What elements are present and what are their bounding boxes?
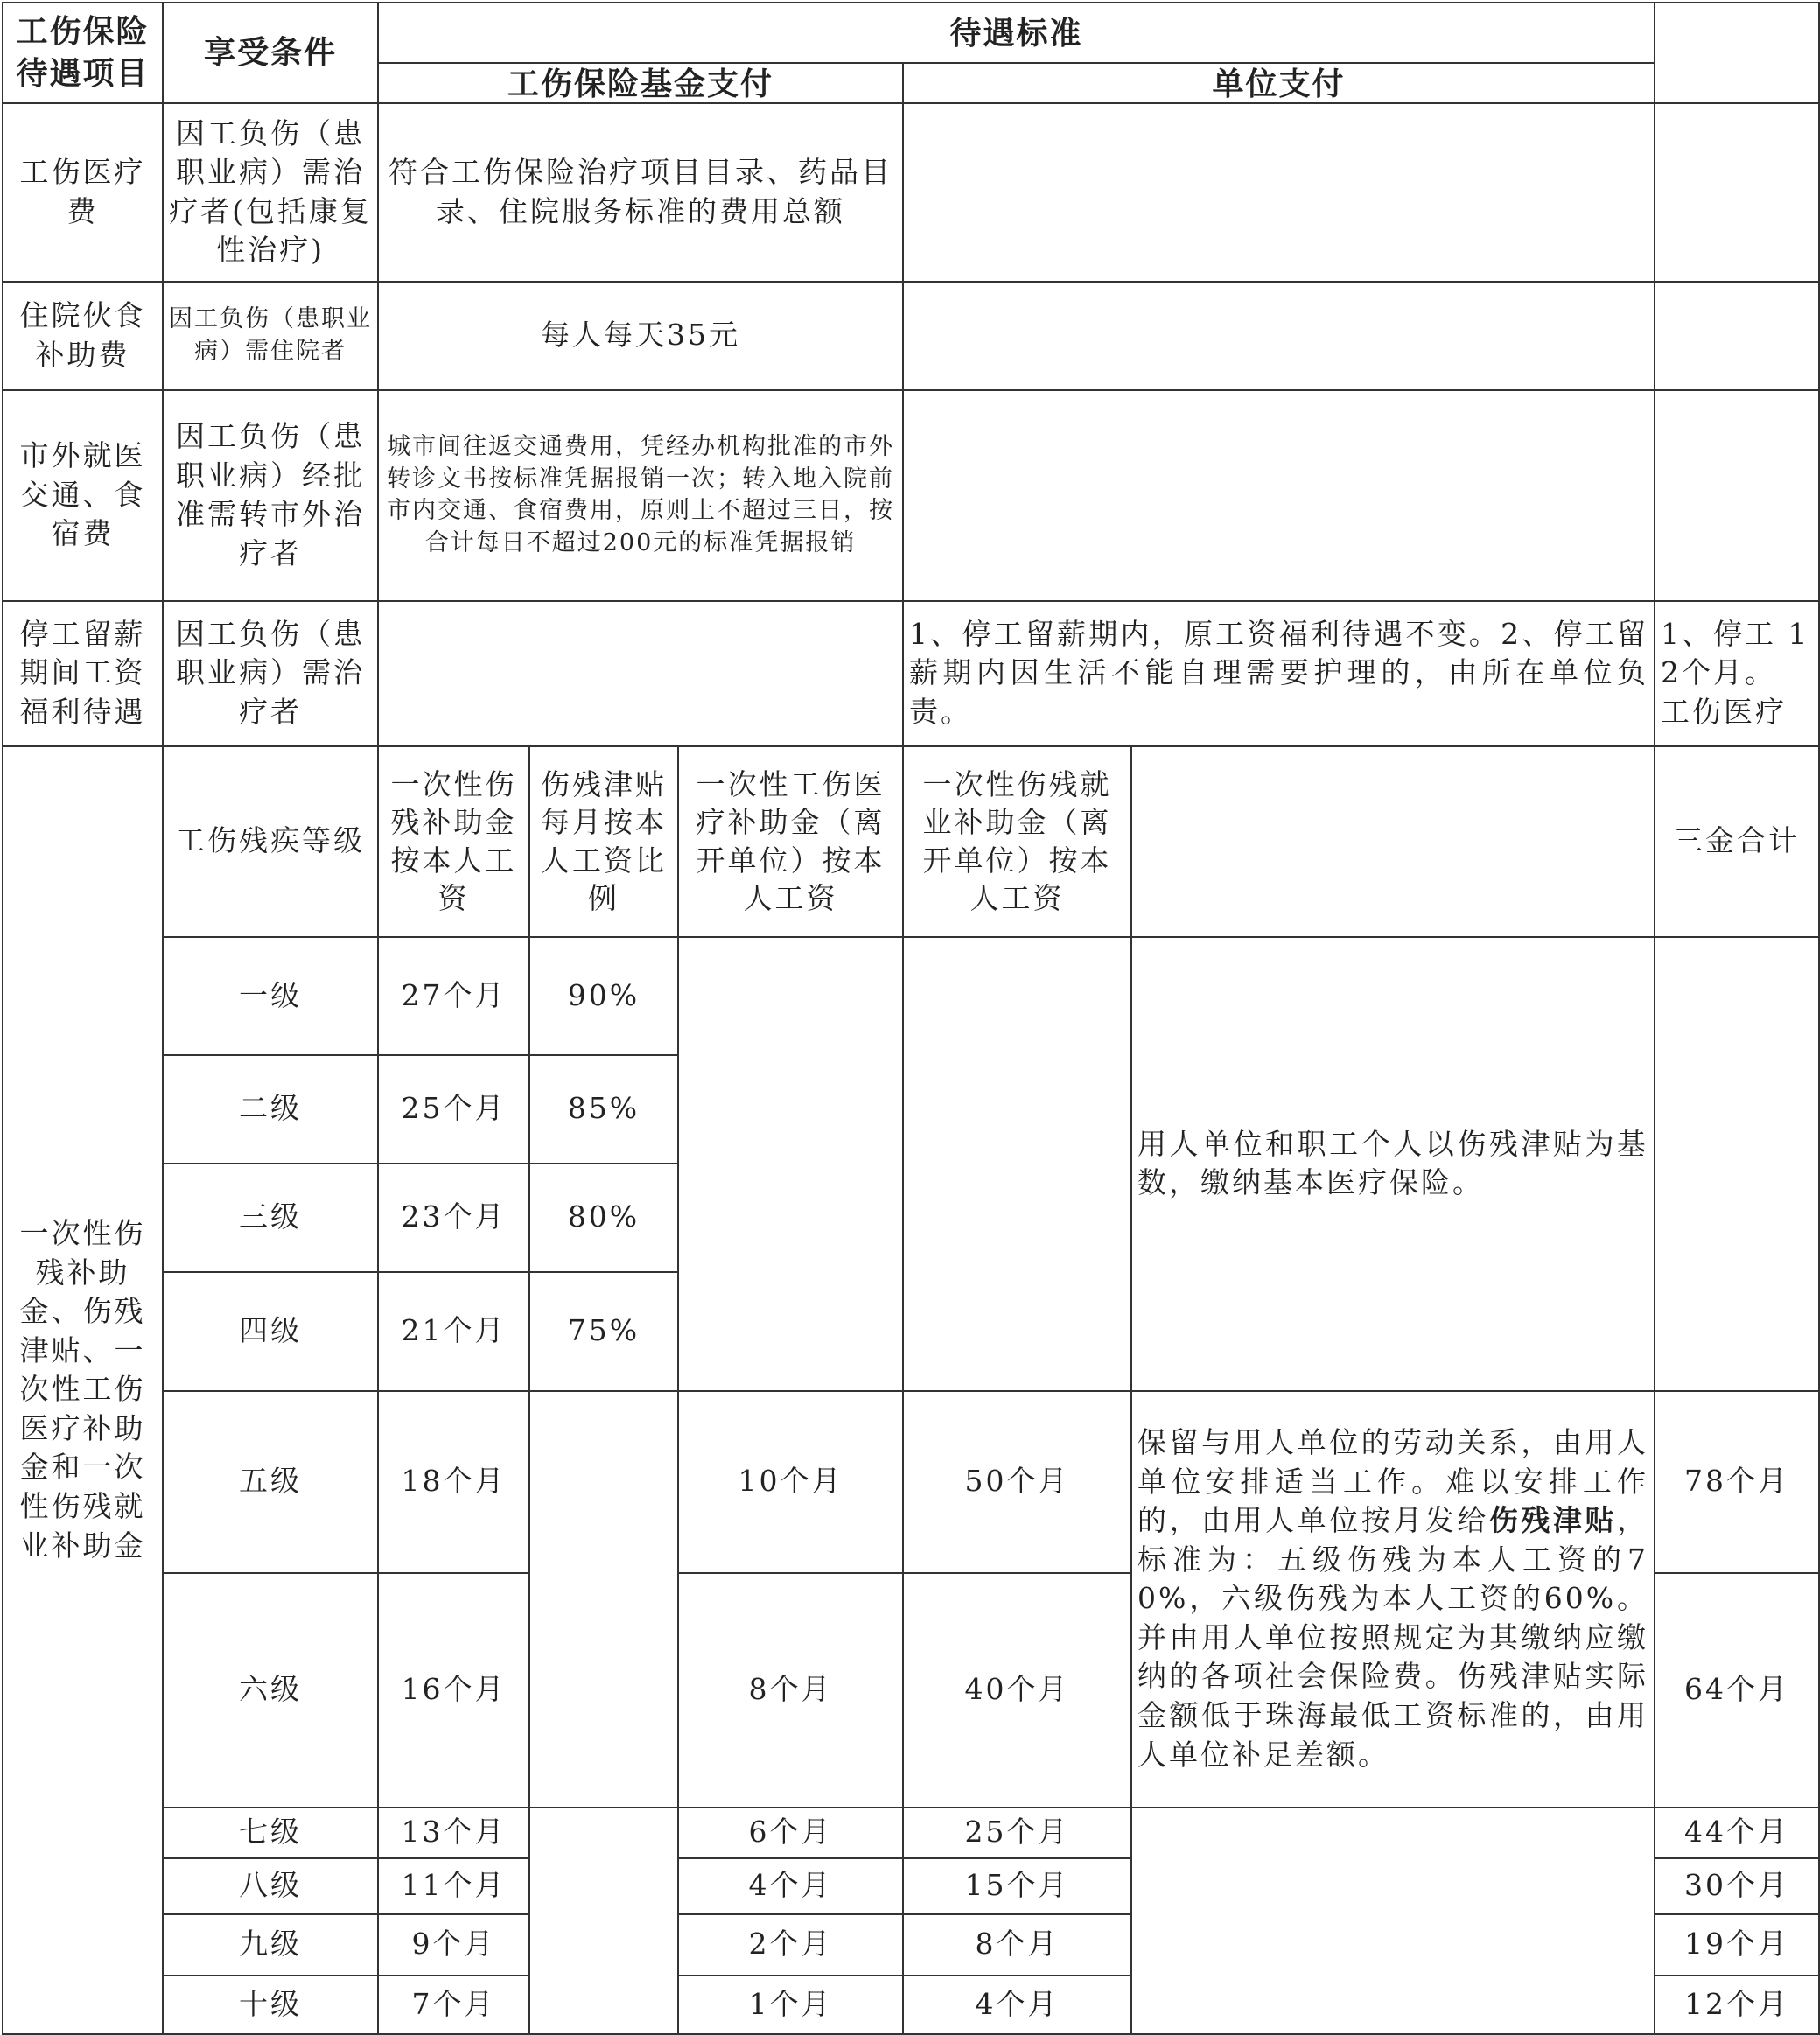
grade-lump: 18个月	[378, 1391, 529, 1573]
grade-lump: 16个月	[378, 1573, 529, 1808]
grade-label: 三级	[163, 1164, 378, 1272]
grade-label: 二级	[163, 1055, 378, 1164]
grade-employment: 50个月	[903, 1391, 1131, 1573]
grade-label: 六级	[163, 1573, 378, 1808]
medical-employer	[903, 103, 1655, 282]
grade-label: 八级	[163, 1858, 378, 1914]
grade-1-4-employment	[903, 937, 1131, 1391]
travel-fund: 城市间往返交通费用，凭经办机构批准的市外转诊文书按标准凭据报销一次；转入地入院前市内交通、食宿费用，原则上不超过三日，按合计每日不超过200元的标准凭据报销	[378, 390, 903, 601]
travel-extra	[1655, 390, 1819, 601]
suspension-item: 停工留薪期间工资福利待遇	[3, 601, 163, 746]
disability-item: 一次性伤残补助金、伤残津贴、一次性工伤医疗补助金和一次性伤残就业补助金	[3, 746, 163, 2034]
grade-total: 12个月	[1655, 1976, 1819, 2034]
header-item: 工伤保险待遇项目	[3, 3, 163, 103]
grade-7-10-allowance	[529, 1808, 678, 2034]
grade-1-4-total	[1655, 937, 1819, 1391]
col-medical-header: 一次性工伤医疗补助金（离开单位）按本人工资	[678, 746, 903, 937]
grade-total: 19个月	[1655, 1914, 1819, 1976]
medical-item: 工伤医疗费	[3, 103, 163, 282]
medical-extra	[1655, 103, 1819, 282]
grade-lump: 25个月	[378, 1055, 529, 1164]
grade-medical: 8个月	[678, 1573, 903, 1808]
grade-medical: 10个月	[678, 1391, 903, 1573]
meal-extra	[1655, 282, 1819, 390]
meal-condition: 因工负伤（患职业病）需住院者	[163, 282, 378, 390]
suspension-condition: 因工负伤（患职业病）需治疗者	[163, 601, 378, 746]
grade-total: 44个月	[1655, 1808, 1819, 1858]
grade-5-6-allowance	[529, 1391, 678, 1808]
grade-total: 64个月	[1655, 1573, 1819, 1808]
suspension-employer: 1、停工留薪期内，原工资福利待遇不变。2、停工留薪期内因生活不能自理需要护理的，由所在单位负责。	[903, 601, 1655, 746]
meal-fund: 每人每天35元	[378, 282, 903, 390]
grade-medical: 6个月	[678, 1808, 903, 1858]
grade-employment: 15个月	[903, 1858, 1131, 1914]
travel-employer	[903, 390, 1655, 601]
meal-item: 住院伙食补助费	[3, 282, 163, 390]
grade-lump: 9个月	[378, 1914, 529, 1976]
header-employer-pay: 单位支付	[903, 63, 1655, 103]
grade-total: 78个月	[1655, 1391, 1819, 1573]
suspension-extra: 1、停工 12个月。 工伤医疗	[1655, 601, 1819, 746]
grade-employment: 8个月	[903, 1914, 1131, 1976]
header-extra-cell	[1655, 3, 1819, 103]
grade-7-10-note	[1131, 1808, 1655, 2034]
medical-fund: 符合工伤保险治疗项目目录、药品目录、住院服务标准的费用总额	[378, 103, 903, 282]
grade-lump: 11个月	[378, 1858, 529, 1914]
header-fund-pay: 工伤保险基金支付	[378, 63, 903, 103]
medical-condition: 因工负伤（患职业病）需治疗者(包括康复性治疗)	[163, 103, 378, 282]
col-employment-header: 一次性伤残就业补助金（离开单位）按本人工资	[903, 746, 1131, 937]
grade-allowance: 80%	[529, 1164, 678, 1272]
benefits-table	[2, 2, 1820, 2035]
col-grade-header: 工伤残疾等级	[163, 746, 378, 937]
header-standard: 待遇标准	[378, 3, 1655, 63]
grade-allowance: 85%	[529, 1055, 678, 1164]
suspension-fund	[378, 601, 903, 746]
note-grade-5-6	[1131, 1391, 1655, 1808]
grade-label: 九级	[163, 1914, 378, 1976]
grade-label: 一级	[163, 937, 378, 1055]
grade-employment: 25个月	[903, 1808, 1131, 1858]
grade-label: 十级	[163, 1976, 378, 2034]
grade-1-4-medical	[678, 937, 903, 1391]
col-lump-header: 一次性伤残补助金按本人工资	[378, 746, 529, 937]
travel-item: 市外就医交通、食宿费	[3, 390, 163, 601]
grade-label: 七级	[163, 1808, 378, 1858]
col-total-header: 三金合计	[1655, 746, 1819, 937]
grade-lump: 13个月	[378, 1808, 529, 1858]
col-allowance-header: 伤残津贴每月按本人工资比例	[529, 746, 678, 937]
grade-medical: 4个月	[678, 1858, 903, 1914]
note-grade-5-6-part-a: 保留与用人单位的劳动关系，由用人单位安排适当工作。难以安排工作的，由用人单位按月发给	[1138, 1425, 1648, 1538]
grade-label: 四级	[163, 1272, 378, 1391]
meal-employer	[903, 282, 1655, 390]
grade-employment: 4个月	[903, 1976, 1131, 2034]
header-condition: 享受条件	[163, 3, 378, 103]
note-grade-5-6-part-b: ，标准为：五级伤残为本人工资的70%，六级伤残为本人工资的60%。并由用人单位按照规定为其缴纳应缴纳的各项社会保险费。伤残津贴实际金额低于珠海最低工资标准的，由用人单位补足差额。	[1138, 1503, 1649, 1772]
grade-employment: 40个月	[903, 1573, 1131, 1808]
grade-lump: 7个月	[378, 1976, 529, 2034]
grade-total: 30个月	[1655, 1858, 1819, 1914]
grade-lump: 21个月	[378, 1272, 529, 1391]
grade-medical: 2个月	[678, 1914, 903, 1976]
grade-label: 五级	[163, 1391, 378, 1573]
col-note-header	[1131, 746, 1655, 937]
grade-medical: 1个月	[678, 1976, 903, 2034]
note-grade-1-4: 用人单位和职工个人以伤残津贴为基数，缴纳基本医疗保险。	[1131, 937, 1655, 1391]
travel-condition: 因工负伤（患职业病）经批准需转市外治疗者	[163, 390, 378, 601]
grade-allowance: 75%	[529, 1272, 678, 1391]
note-grade-5-6-bold: 伤残津贴	[1488, 1503, 1618, 1538]
grade-lump: 23个月	[378, 1164, 529, 1272]
grade-lump: 27个月	[378, 937, 529, 1055]
grade-allowance: 90%	[529, 937, 678, 1055]
